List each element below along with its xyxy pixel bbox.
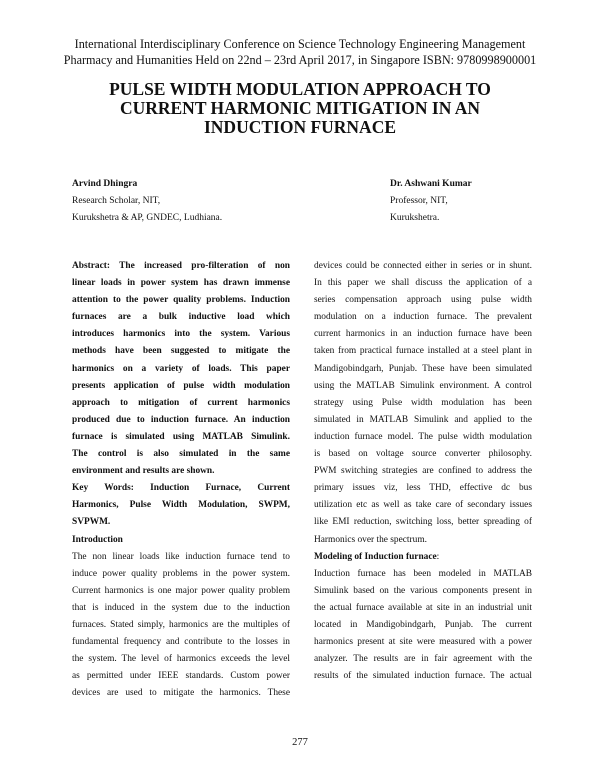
keywords-line: Key Words: Induction Furnace, Current xyxy=(72,483,290,494)
author-role: Research Scholar, NIT, xyxy=(72,196,161,206)
abstract-line: methods have been suggested to mitigate the xyxy=(72,346,290,357)
body-line: results of the simulated induction furnace. The actual xyxy=(314,671,532,682)
series-compensation-paragraph xyxy=(314,258,532,549)
body-line: Harmonics over the spectrum. xyxy=(314,534,427,545)
keywords xyxy=(72,480,290,531)
keywords-line: SVPWM. xyxy=(72,517,111,528)
author-affiliation: Kurukshetra & AP, GNDEC, Ludhiana. xyxy=(72,213,223,223)
abstract-line: Abstract: The increased pro-filteration of non xyxy=(72,261,290,271)
abstract-line: linear loads in power system has drawn immense xyxy=(72,278,290,289)
body-line: that is induced in the system due to the induction xyxy=(72,602,290,613)
introduction-heading: Introduction xyxy=(72,534,123,545)
conference-header xyxy=(40,36,560,68)
body-line: located in Mandigobindgarh, Punjab. The current xyxy=(314,619,532,630)
body-line: utilization etc as well as take care of secondary issues xyxy=(314,500,532,511)
body-line: devices are used to mitigate the harmonics. These xyxy=(72,688,290,699)
modeling-heading-colon: : xyxy=(436,551,440,562)
page-number: 277 xyxy=(292,737,308,748)
title-line-1: PULSE WIDTH MODULATION APPROACH TO xyxy=(109,79,491,99)
author-affiliation: Kurukshetra. xyxy=(390,213,440,223)
abstract-line: The control is also simulated in the same xyxy=(72,449,290,460)
body-line: like EMI reduction, switching loss, better spreading of xyxy=(314,517,532,528)
body-line: the system. The level of harmonics exceeds the level xyxy=(72,654,290,665)
author-block-right xyxy=(390,176,472,227)
body-line: induction furnace model. The pulse width modulation xyxy=(314,431,532,442)
body-line: Mandigobindgarh, Punjab. These have been simulated xyxy=(314,363,532,374)
header-line-1: International Interdisciplinary Conference on Science Technology Engineering Management xyxy=(74,37,526,51)
abstract-line: furnaces are a bulk inductive load which xyxy=(72,312,290,323)
abstract xyxy=(72,258,290,480)
modeling-heading-text: Modeling of Induction furnace xyxy=(314,551,437,562)
abstract-line: approach to mitigation of current harmonics xyxy=(72,397,290,408)
body-line: devices could be connected either in series or in shunt. xyxy=(314,261,532,271)
body-line: simulated in MATLAB Simulink and applied to the xyxy=(314,414,532,425)
body-line: Current harmonics is one major power quality problem xyxy=(72,585,290,596)
abstract-line: environment and results are shown. xyxy=(72,466,215,477)
body-line: The non linear loads like induction furnace tend to xyxy=(72,551,290,562)
abstract-line: introduces harmonics into the system. Various xyxy=(72,329,290,340)
body-line: In this paper we shall discuss the application of a xyxy=(314,278,532,289)
body-line: harmonics present at site were measured with a power xyxy=(314,637,532,648)
body-line: fundamental frequency and contribute to the losses in xyxy=(72,637,290,648)
keywords-line: Harmonics, Pulse Width Modulation, SWPM, xyxy=(72,500,290,511)
body-line: primary issues viz, less THD, effective dc bus xyxy=(314,483,532,494)
introduction-body xyxy=(72,549,290,703)
body-line: series compensation approach using pulse width xyxy=(314,295,532,306)
body-line: PWM switching strategies are confined to address the xyxy=(314,466,532,477)
body-line: strategy using Pulse width modulation has been xyxy=(314,397,532,408)
body-line: taken from practical furnace installed at a steel plant in xyxy=(314,346,532,357)
abstract-line: harmonics on a variety of loads. This paper xyxy=(72,363,290,374)
body-line: is based on voltage source converter philosophy. xyxy=(314,449,532,460)
header-line-2: Pharmacy and Humanities Held on 22nd – 23rd April 2017, in Singapore ISBN: 9780998900001 xyxy=(63,53,537,67)
left-column xyxy=(72,258,290,702)
author-name: Arvind Dhingra xyxy=(72,179,138,189)
body-line: modulation on a induction furnace. The prevalent xyxy=(314,312,532,323)
body-line: as permitted under IEEE standards. Custom power xyxy=(72,671,290,682)
author-name: Dr. Ashwani Kumar xyxy=(390,179,472,189)
body-line: the actual furnace available at site in an industrial unit xyxy=(314,602,532,613)
modeling-paragraph xyxy=(314,566,532,686)
body-line: Simulink based on the various components present in xyxy=(314,585,532,596)
body-line: using the MATLAB Simulink environment. A control xyxy=(314,380,532,391)
author-role: Professor, NIT, xyxy=(390,196,448,206)
right-column xyxy=(314,258,532,685)
abstract-line: furnace is simulated using MATLAB Simulink. xyxy=(72,431,290,442)
paper-title xyxy=(40,80,560,137)
abstract-line: produced due to induction furnace. An induction xyxy=(72,414,290,425)
body-line: induce power quality problems in the power system. xyxy=(72,568,290,579)
abstract-line: attention to the power quality problems. Induction xyxy=(72,295,290,306)
body-line: current harmonics in an induction furnace have been xyxy=(314,329,532,340)
abstract-line: presents application of pulse width modulation xyxy=(72,380,290,391)
title-line-3: INDUCTION FURNACE xyxy=(203,117,397,137)
author-block-left xyxy=(72,176,222,227)
modeling-heading xyxy=(314,549,532,566)
title-line-2: CURRENT HARMONIC MITIGATION IN AN xyxy=(119,98,481,118)
body-line: Induction furnace has been modeled in MATLAB xyxy=(314,568,532,579)
body-line: furnaces. Stated simply, harmonics are the multiples of xyxy=(72,619,290,630)
body-line: analyzer. The results are in fair agreement with the xyxy=(314,654,532,665)
